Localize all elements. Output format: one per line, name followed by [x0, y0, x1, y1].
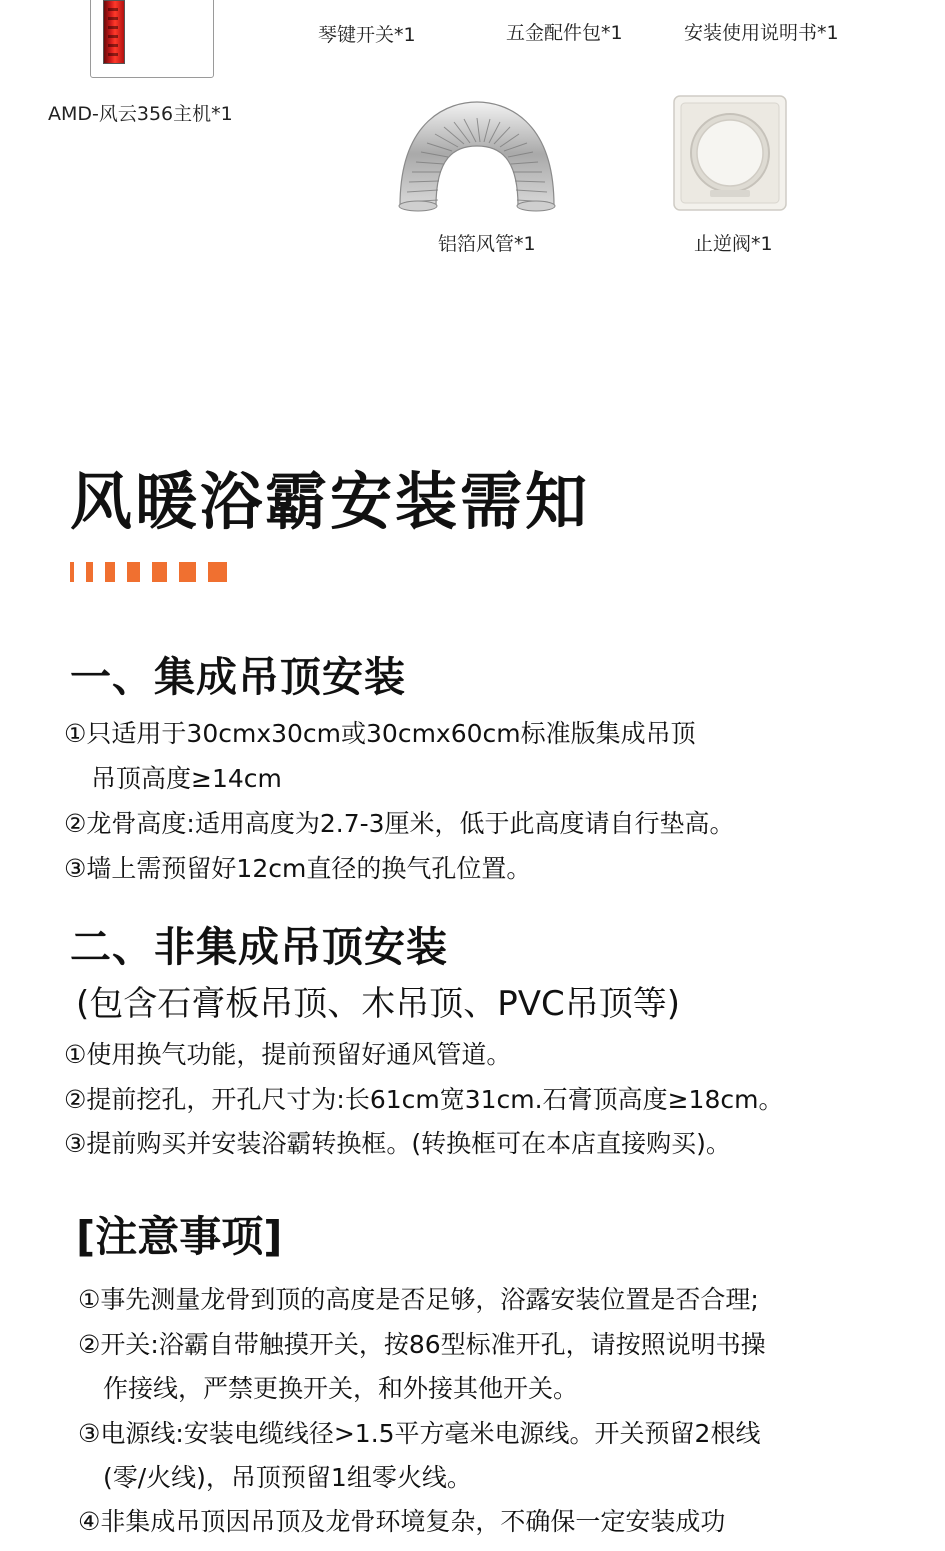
accent-bar [127, 562, 140, 582]
notes-line: ①事先测量龙骨到顶的高度是否足够，浴露安装位置是否合理; [78, 1285, 759, 1314]
section1-line: ①只适用于30cmx30cm或30cmx60cm标准版集成吊顶 [64, 719, 696, 748]
check-valve-caption: 止逆阀*1 [694, 233, 773, 255]
check-valve-image [672, 94, 788, 212]
switch-caption: 琴键开关*1 [318, 24, 416, 46]
notes-title: [注意事项] [76, 1212, 283, 1261]
section1-line: ②龙骨高度:适用高度为2.7-3厘米，低于此高度请自行垫高。 [64, 809, 735, 838]
accent-bar [208, 562, 227, 582]
page-title: 风暖浴霸安装需知 [70, 465, 591, 538]
hardware-kit-caption: 五金配件包*1 [506, 22, 623, 44]
accent-bar [70, 562, 74, 582]
notes-line: 作接线，严禁更换开关，和外接其他开关。 [103, 1374, 579, 1403]
host-unit-caption: AMD-风云356主机*1 [48, 103, 233, 125]
notes-line: ④非集成吊顶因吊顶及龙骨环境复杂，不确保一定安装成功 [78, 1507, 726, 1536]
manual-caption: 安装使用说明书*1 [684, 22, 839, 44]
notes-line: (零/火线)，吊顶预留1组零火线。 [103, 1463, 472, 1492]
section2-line: ③提前购买并安装浴霸转换框。(转换框可在本店直接购买)。 [64, 1129, 731, 1158]
accent-bar [86, 562, 93, 582]
foil-duct-image [392, 98, 562, 213]
accent-bar [105, 562, 115, 582]
section1-line: 吊顶高度≥14cm [91, 764, 282, 793]
notes-line: ②开关:浴霸自带触摸开关，按86型标准开孔，请按照说明书操 [78, 1330, 766, 1359]
accent-bar [179, 562, 196, 582]
section2-subtitle: (包含石膏板吊顶、木吊顶、PVC吊顶等) [76, 984, 681, 1024]
host-unit-heater-grille [108, 8, 118, 56]
foil-duct-caption: 铝箔风管*1 [438, 233, 536, 255]
notes-line: ③电源线:安装电缆线径>1.5平方毫米电源线。开关预留2根线 [78, 1419, 761, 1448]
section-integrated-ceiling-title: 一、集成吊顶安装 [70, 653, 406, 701]
section2-line: ①使用换气功能，提前预留好通风管道。 [64, 1040, 512, 1069]
section1-line: ③墙上需预留好12cm直径的换气孔位置。 [64, 854, 532, 883]
section-non-integrated-ceiling-title: 二、非集成吊顶安装 [70, 923, 448, 971]
section2-line: ②提前挖孔，开孔尺寸为:长61cm宽31cm.石膏顶高度≥18cm。 [64, 1085, 784, 1114]
accent-bar [152, 562, 167, 582]
accent-bars [70, 562, 239, 582]
